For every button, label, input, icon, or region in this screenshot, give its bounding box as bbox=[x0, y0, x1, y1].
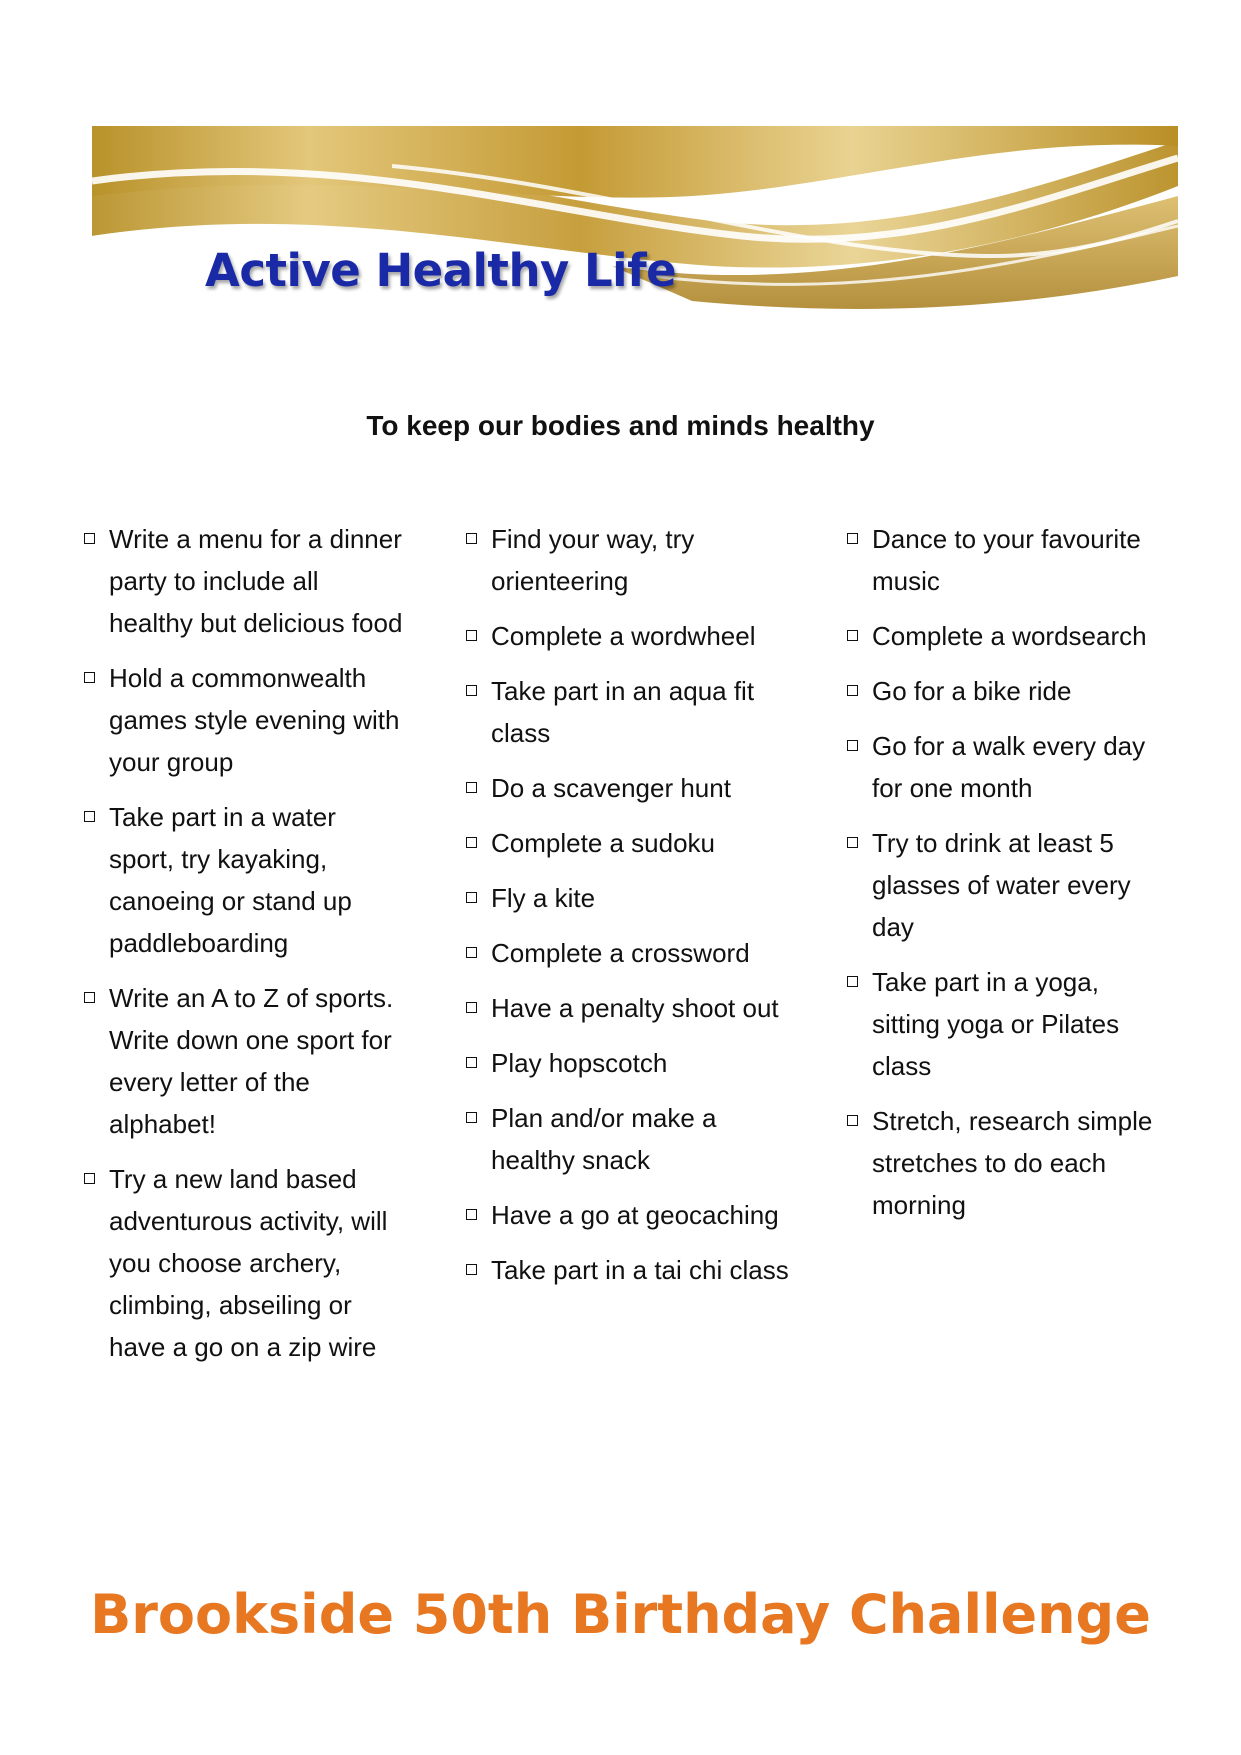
activity-text: Fly a kite bbox=[491, 883, 596, 913]
list-item bbox=[84, 518, 406, 644]
list-item bbox=[84, 796, 406, 964]
activity-text: Have a penalty shoot out bbox=[491, 993, 779, 1023]
activity-column-3 bbox=[847, 518, 1167, 1239]
checkbox-icon[interactable] bbox=[84, 533, 95, 544]
list-item bbox=[847, 1100, 1167, 1226]
activity-text: Do a scavenger hunt bbox=[491, 773, 731, 803]
checkbox-icon[interactable] bbox=[466, 1112, 477, 1123]
checkbox-icon[interactable] bbox=[466, 947, 477, 958]
list-item bbox=[466, 1194, 796, 1236]
activity-column-1 bbox=[84, 518, 406, 1381]
list-item bbox=[847, 961, 1167, 1087]
checkbox-icon[interactable] bbox=[847, 533, 858, 544]
subtitle: To keep our bodies and minds healthy bbox=[366, 410, 875, 441]
list-item bbox=[466, 767, 796, 809]
list-item bbox=[847, 725, 1167, 809]
activity-text: Find your way, try orienteering bbox=[491, 524, 695, 596]
activity-text: Complete a wordsearch bbox=[872, 621, 1147, 651]
checkbox-icon[interactable] bbox=[847, 630, 858, 641]
list-item bbox=[84, 1158, 406, 1368]
list-item bbox=[466, 615, 796, 657]
checkbox-icon[interactable] bbox=[466, 1057, 477, 1068]
list-item bbox=[466, 932, 796, 974]
checkbox-icon[interactable] bbox=[847, 740, 858, 751]
activity-text: Take part in a tai chi class bbox=[491, 1255, 789, 1285]
activity-text: Stretch, research simple stretches to do each morning bbox=[872, 1106, 1153, 1220]
list-item bbox=[466, 1097, 796, 1181]
list-item bbox=[466, 670, 796, 754]
activity-text: Complete a crossword bbox=[491, 938, 750, 968]
list-item bbox=[847, 822, 1167, 948]
checkbox-icon[interactable] bbox=[466, 1209, 477, 1220]
activity-text: Write a menu for a dinner party to include all healthy but delicious food bbox=[109, 524, 403, 638]
list-item bbox=[466, 877, 796, 919]
checkbox-icon[interactable] bbox=[847, 685, 858, 696]
list-item bbox=[847, 615, 1167, 657]
activity-text: Take part in a water sport, try kayaking, canoeing or stand up paddleboarding bbox=[109, 802, 352, 958]
banner bbox=[92, 126, 1178, 317]
activity-text: Complete a wordwheel bbox=[491, 621, 756, 651]
checkbox-icon[interactable] bbox=[466, 892, 477, 903]
banner-title: Active Healthy Life bbox=[205, 244, 677, 297]
checkbox-icon[interactable] bbox=[84, 672, 95, 683]
list-item bbox=[466, 987, 796, 1029]
activity-text: Take part in an aqua fit class bbox=[491, 676, 755, 748]
list-item bbox=[466, 1249, 796, 1291]
checkbox-icon[interactable] bbox=[84, 1173, 95, 1184]
list-item bbox=[84, 657, 406, 783]
activity-text: Take part in a yoga, sitting yoga or Pilates class bbox=[872, 967, 1120, 1081]
activity-text: Complete a sudoku bbox=[491, 828, 716, 858]
activity-text: Hold a commonwealth games style evening with your group bbox=[109, 663, 400, 777]
activity-text: Play hopscotch bbox=[491, 1048, 668, 1078]
checkbox-icon[interactable] bbox=[847, 976, 858, 987]
activity-text: Dance to your favourite music bbox=[872, 524, 1141, 596]
checkbox-icon[interactable] bbox=[466, 533, 477, 544]
checkbox-icon[interactable] bbox=[466, 685, 477, 696]
list-item bbox=[466, 518, 796, 602]
activity-column-2 bbox=[466, 518, 796, 1304]
checkbox-icon[interactable] bbox=[847, 1115, 858, 1126]
checkbox-icon[interactable] bbox=[84, 992, 95, 1003]
list-item bbox=[847, 518, 1167, 602]
checkbox-icon[interactable] bbox=[466, 837, 477, 848]
activity-text: Try to drink at least 5 glasses of water every day bbox=[872, 828, 1131, 942]
checkbox-icon[interactable] bbox=[847, 837, 858, 848]
list-item bbox=[84, 977, 406, 1145]
checkbox-icon[interactable] bbox=[466, 1002, 477, 1013]
activity-text: Go for a walk every day for one month bbox=[872, 731, 1146, 803]
activity-text: Have a go at geocaching bbox=[491, 1200, 779, 1230]
checkbox-icon[interactable] bbox=[466, 630, 477, 641]
checkbox-icon[interactable] bbox=[84, 811, 95, 822]
list-item bbox=[466, 1042, 796, 1084]
activity-text: Write an A to Z of sports. Write down one sport for every letter of the alphabet! bbox=[109, 983, 394, 1139]
activity-text: Plan and/or make a healthy snack bbox=[491, 1103, 717, 1175]
footer-title: Brookside 50th Birthday Challenge bbox=[90, 1583, 1151, 1646]
activity-text: Go for a bike ride bbox=[872, 676, 1072, 706]
checkbox-icon[interactable] bbox=[466, 1264, 477, 1275]
list-item bbox=[466, 822, 796, 864]
list-item bbox=[847, 670, 1167, 712]
checkbox-icon[interactable] bbox=[466, 782, 477, 793]
activity-text: Try a new land based adventurous activity, will you choose archery, climbing, abseiling or have a go on a zip wire bbox=[109, 1164, 388, 1362]
